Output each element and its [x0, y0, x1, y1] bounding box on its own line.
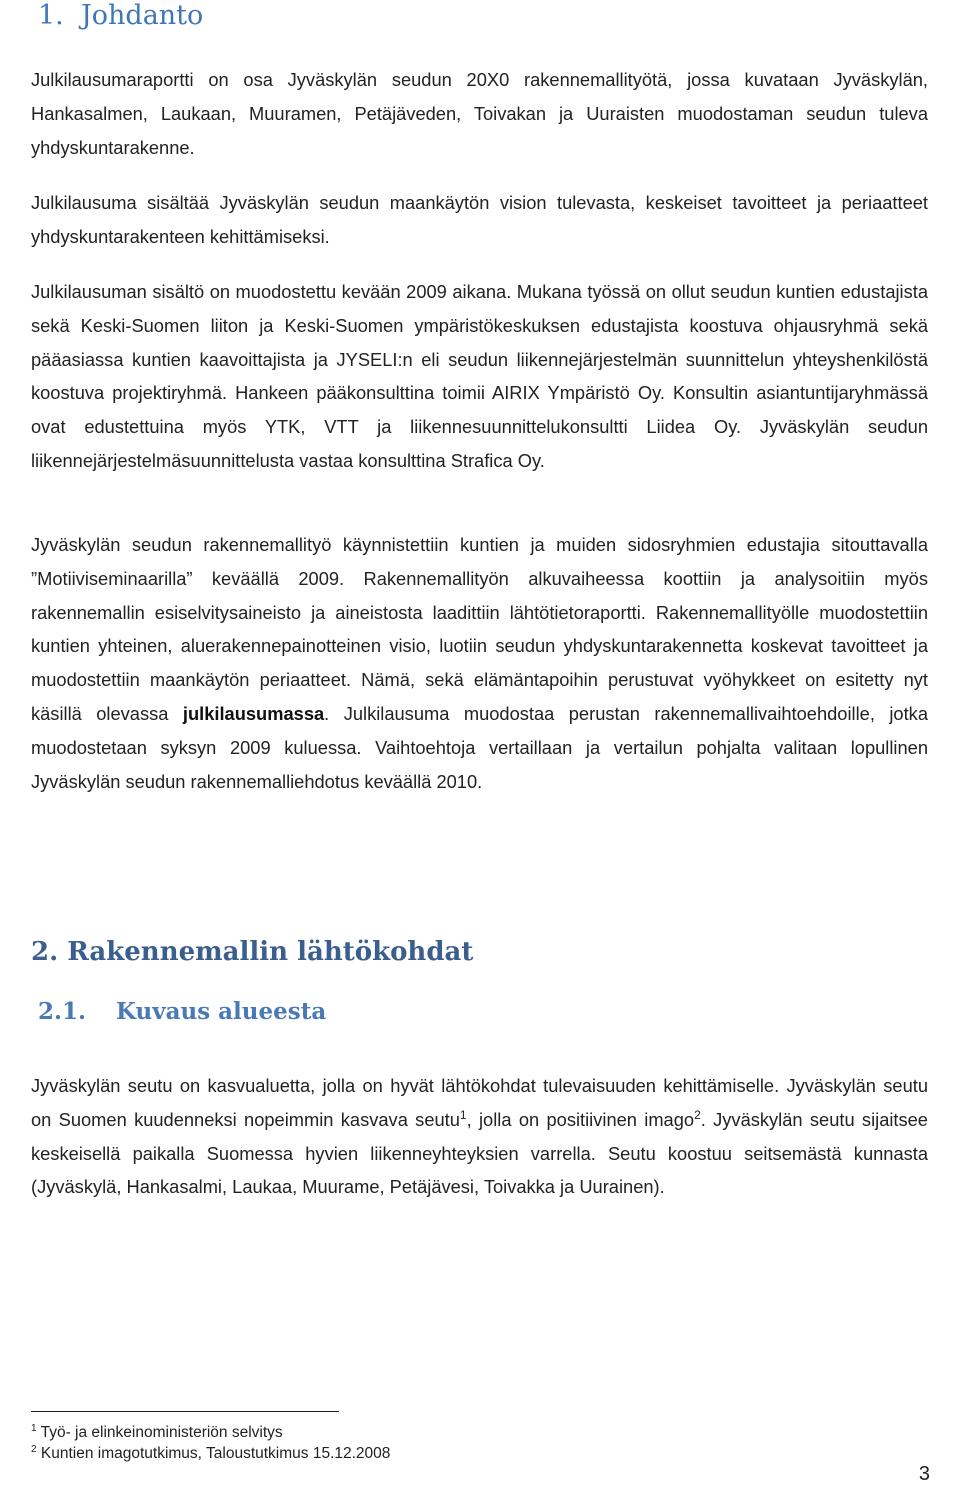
footnote-divider [31, 1411, 339, 1412]
intro-paragraph-4-bold: julkilausumassa [182, 702, 325, 724]
footnote-marker: 2 [31, 1443, 37, 1455]
footnote-text: Kuntien imagotutkimus, Taloustutkimus 15.12.2008 [40, 1445, 391, 1462]
region-paragraph [31, 1069, 928, 1204]
intro-paragraph-2: Julkilausuma sisältää Jyväskylän seudun maankäytön vision tulevasta, keskeiset tavoitteet ja periaatteet yhdyskuntarakenteen kehittämiseksi. [31, 192, 928, 247]
region-text-c: . Jyväskylän seutu sijaitsee keskeisellä paikalla Suomessa hyvien liikenneyhteyksien varrella. Seutu koostuu seitsemästä kunnasta (Jyväskylä, Hankasalmi, Laukaa, Muurame, Petäjävesi, Toivakka ja Uurainen). [31, 1108, 928, 1198]
footnote-text: Työ- ja elinkeinoministeriön selvitys [40, 1424, 283, 1441]
region-text-b: , jolla on positiivinen imago [466, 1108, 695, 1130]
chapter-2-heading: 2. Rakennemallin lähtökohdat [31, 937, 474, 967]
intro-paragraph-3: Julkilausuman sisältö on muodostettu kevään 2009 aikana. Mukana työssä on ollut seudun kuntien edustajista sekä Keski-Suomen liiton ja Keski-Suomen ympäristökeskuksen edustajista koostuva ohjausryhmä sekä pääasiassa kuntien kaavoittajista ja JYSELI:n eli seudun liikennejärjestelmän suunnittelun yhteyshenkilöstä koostuva projektiryhmä. Hankeen pääkonsulttina toimii AIRIX Ympäristö Oy. Konsultin asiantuntijaryhmässä ovat edustettuina myös YTK, VTT ja liikennesuunnittelukonsultti Liidea Oy. Jyväskylän seudun liikennejärjestelmäsuunnittelusta vastaa konsulttina Strafica Oy. [31, 281, 928, 471]
intro-paragraph-4-end: . Julkilausuma muodostaa perustan rakennemallivaihtoehdoille, jotka muodostetaan syksyn 2009 kuluessa. Vaihtoehtoja vertaillaan ja vertailun pohjalta valitaan lopullinen Jyväskylän seudun rakennemalliehdotus keväällä 2010. [31, 702, 928, 792]
section-title: Kuvaus alueesta [116, 998, 327, 1025]
chapter-title: Johdanto [80, 0, 204, 31]
section-number: 2.1. [38, 998, 87, 1025]
intro-paragraph-1: Julkilausumaraportti on osa Jyväskylän seudun 20X0 rakennemallityötä, jossa kuvataan Jyväskylän, Hankasalmen, Laukaan, Muuramen, Petäjäveden, Toivakan ja Uuraisten muodostaman seudun tuleva yhdyskuntarakenne. [31, 69, 928, 158]
footnote-2 [31, 1444, 390, 1464]
intro-paragraph-4-start: Jyväskylän seudun rakennemallityö käynnistettiin kuntien ja muiden sidosryhmien edustajia sitouttavalla ”Motiiviseminaarilla” keväällä 2009. Rakennemallityön alkuvaiheessa koottiin ja analysoitiin myös rakennemallin esiselvitysaineisto ja aineistosta laadittiin lähtötietoraportti. Rakennemallityölle muodostettiin kuntien yhteinen, aluerakennepainotteinen visio, luotiin seudun yhdyskuntarakennetta koskevat tavoitteet ja muodostettiin maankäytön periaatteet. Nämä, sekä elämäntapoihin perustuvat vyöhykkeet on esitetty nyt käsillä olevassa [31, 534, 928, 724]
chapter-number: 1. [38, 0, 64, 31]
footnote-1 [31, 1423, 283, 1443]
page-number: 3 [918, 1463, 930, 1485]
footnote-marker: 1 [31, 1422, 37, 1434]
footnote-ref-1[interactable]: 1 [459, 1107, 467, 1122]
intro-paragraph-4 [31, 528, 928, 798]
section-2-1-heading [38, 994, 326, 1030]
footnote-ref-2[interactable]: 2 [694, 1107, 701, 1122]
chapter-heading [38, 0, 203, 34]
region-text-a: Jyväskylän seutu on kasvualuetta, jolla on hyvät lähtökohdat tulevaisuuden kehittämiselle. Jyväskylän seutu on Suomen kuudenneksi nopeimmin kasvava seutu [31, 1075, 928, 1130]
